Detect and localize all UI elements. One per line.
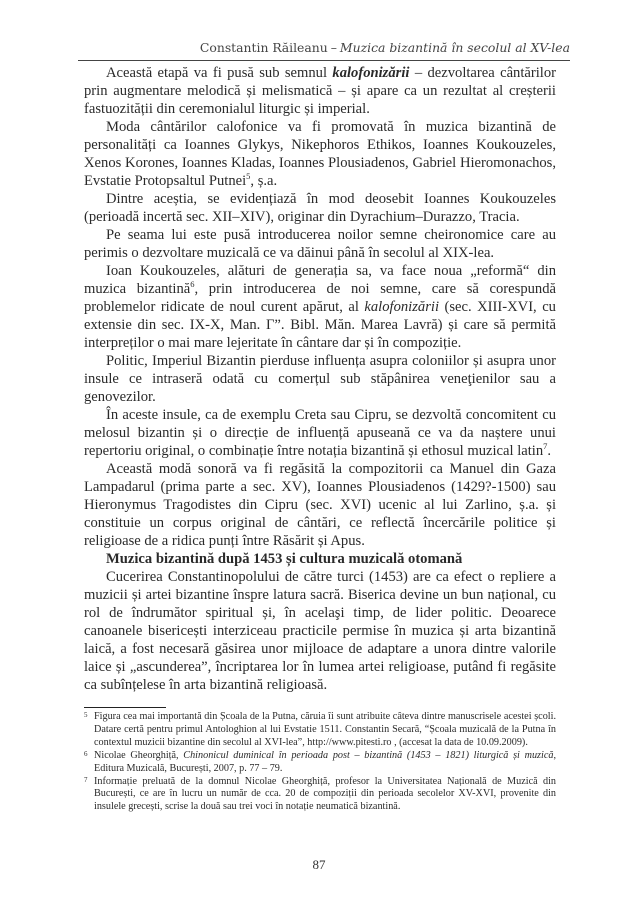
text-run: – dezvoltarea cântărilor prin augmentare melodică și melismatică – și apare ca un rezultat al creșterii fastuozității din ceremonialul liturgic și imperial. bbox=[84, 65, 557, 117]
running-head-author: Constantin Răileanu bbox=[199, 40, 328, 55]
footnote-text: Nicolae Gheorghiță, bbox=[94, 749, 184, 761]
footnote-rule bbox=[84, 707, 166, 708]
footnotes bbox=[84, 711, 556, 814]
text-run: Această etapă va fi pusă sub semnul bbox=[106, 65, 333, 81]
footnote-ref[interactable]: 5 bbox=[246, 171, 251, 182]
paragraph-2 bbox=[84, 118, 556, 190]
text-run: În aceste insule, ca de exemplu Creta sau Cipru, se dezvoltă concomitent cu melosul bizantin și o direcție de influență apuseană ce va da naștere unui repertoriu original, o combinație între notația bizantină și ethosul muzical latin bbox=[84, 407, 556, 459]
header-rule bbox=[78, 60, 570, 61]
footnote-text: , Editura Muzicală, București, 2007, p. 77 – 79. bbox=[94, 749, 556, 774]
running-head-title: Muzica bizantină în secolul al XV-lea bbox=[339, 40, 570, 55]
footnote-mark: 7 bbox=[84, 775, 88, 784]
main-text bbox=[84, 64, 556, 694]
emphasis-term: kalofonizării bbox=[364, 299, 439, 315]
paragraph-1 bbox=[84, 64, 556, 118]
paragraph-7 bbox=[84, 406, 556, 460]
text-run: , ș.a. bbox=[250, 173, 278, 189]
text-run: Moda cântărilor calofonice va fi promovată în muzica bizantină de personalități ca Ioannes Glykys, Nikephoros Ethikos, Ioannes Koukouzeles, Xenos Korones, Ioannes Kladas, Ioannes Plousiadenos, Gabriel Hieromonachos, Evstatie Protopsaltul Putnei bbox=[84, 119, 556, 189]
footnote-text: Informație preluată de la domnul Nicolae Gheorghiță, profesor la Universitatea Națională de Muzică din București, ce are în lucru un număr de cca. 20 de compoziții din perioada secolelor XV-XVI, provenite din insulele grecești, scrise la două sau trei voci în notație neumatică bizantină. bbox=[94, 775, 556, 813]
text-run: Ioan Koukouzeles, alături de generația sa, va face noua „reformă“ din muzica bizantină bbox=[84, 263, 556, 297]
emphasis-term: kalofonizării bbox=[332, 65, 410, 81]
text-run: (sec. XIII-XVI, cu extensie din sec. IX-X, Man. Γ”. Bibl. Măn. Marea Lavră) și care să permită interpreților o mai mare lejeritate în cântare dar și în compoziție. bbox=[84, 299, 556, 351]
footnote-6 bbox=[84, 750, 556, 776]
running-head-separator: – bbox=[330, 40, 337, 55]
running-head bbox=[200, 40, 570, 55]
paragraph-8: Această modă sonoră va fi regăsită la compozitorii ca Manuel din Gaza Lampadarul (prima parte a sec. XV), Ioannes Plousiadenos (1429?-1500) sau Hieronymus Tragodistes din Cipru (sec. XVI) ucenic al lui Zarlino, ș.a. și constituie un corpus original de cântări, ce reflectă încercările politice și religioase de a ridica punți între Răsărit și Apus. bbox=[84, 461, 556, 549]
footnote-5 bbox=[84, 711, 556, 750]
paragraph-6: Politic, Imperiul Bizantin pierduse influența asupra coloniilor și asupra unor insule ce intraseră odată cu comerțul sub stăpânirea veneţienilor sau a genovezilor. bbox=[84, 353, 556, 405]
paragraph-4: Pe seama lui este pusă introducerea noilor semne cheironomice care au perimis o dezvoltare muzicală ce va dăinui până în secolul al XIX-lea. bbox=[84, 227, 556, 261]
footnote-mark: 5 bbox=[84, 711, 88, 719]
footnote-ref[interactable]: 7 bbox=[543, 441, 548, 452]
footnote-book-title: Chinonicul duminical în perioada post – bizantină (1453 – 1821) liturgică și muzică bbox=[183, 749, 554, 761]
text-run: , prin introducerea de noi semne, care să corespundă problemelor ridicate de noul curent apărut, al bbox=[84, 281, 556, 315]
footnote-text: Figura cea mai importantă din Școala de la Putna, căruia îi sunt atribuite câteva dintre manuscrisele acestei școli. Datare certă pentru primul Antologhion al lui Evstatie 1511. Constantin Secară, “Școala muzicală de la Putna în contextul muzicii bizantine din secolul al XVI-lea”, http://www.pitesti.ro , (accesat la data de 10.09.2009). bbox=[94, 711, 556, 748]
footnote-ref[interactable]: 6 bbox=[190, 279, 195, 290]
page-number: 87 bbox=[312, 857, 326, 872]
paragraph-5 bbox=[84, 262, 556, 352]
paragraph-9: Cucerirea Constantinopolului de către turci (1453) are ca efect o repliere a muzicii și artei bizantine înspre latura sacră. Biserica devine un bun național, cu rol de îndrumător spiritual și, în acelaşi timp, de lider politic. Deoarece canoanele bisericești interziceau practicile permise în muzica și arta bizantină laică, a fost necesară găsirea unor mijloace de adaptare a unora dintre valorile laice și „ascunderea”, încriptarea lor în lumea artei religioase, putând fi regăsite ca subînțelese în arta bizantină religioasă. bbox=[84, 569, 556, 693]
paragraph-3: Dintre aceștia, se evidențiază în mod deosebit Ioannes Koukouzeles (perioadă incertă sec. XII–XIV), originar din Dyrachium–Durazzo, Tracia. bbox=[84, 191, 556, 225]
footnote-mark: 6 bbox=[84, 749, 88, 758]
footnote-7 bbox=[84, 776, 556, 815]
text-run: . bbox=[547, 443, 552, 459]
section-heading: Muzica bizantină după 1453 și cultura muzicală otomană bbox=[106, 551, 463, 567]
